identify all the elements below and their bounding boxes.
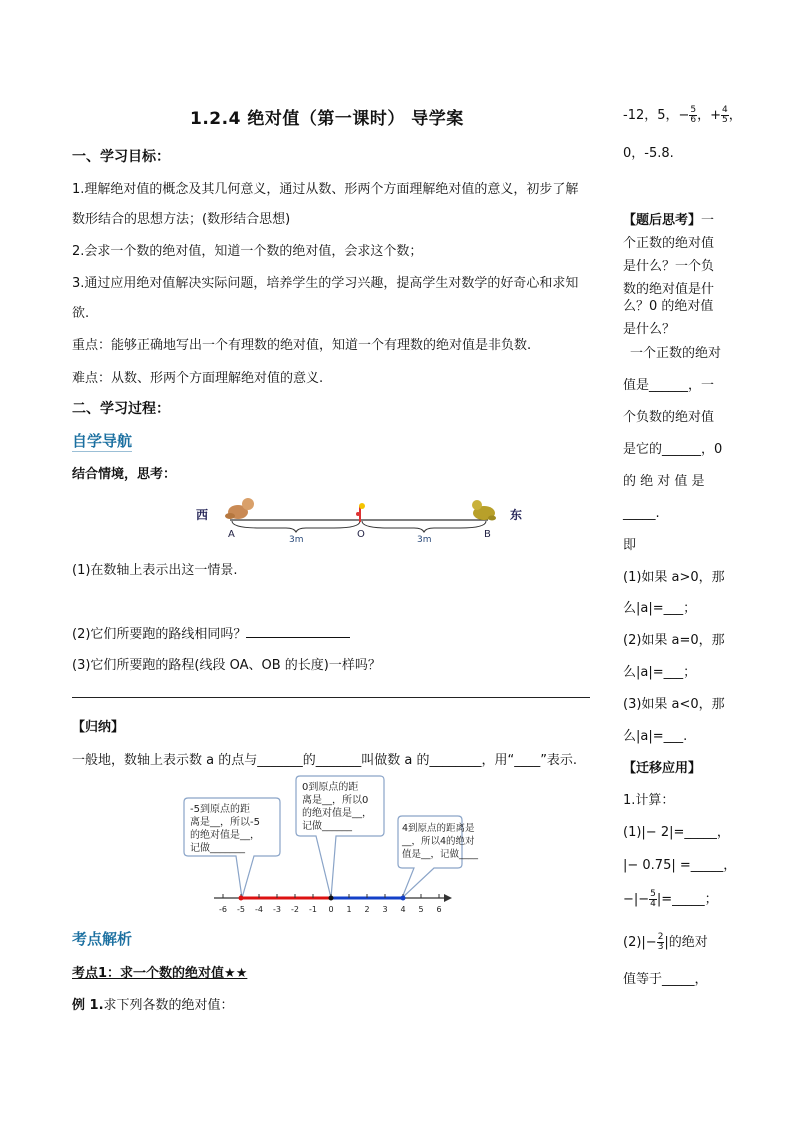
axis-tick-label: 1 [346,905,352,914]
summary-label: 【归纳】 [72,720,125,735]
point-four [401,896,406,901]
brace-right [362,521,486,532]
scenario-label: 结合情境，思考： [72,467,177,482]
reflect-line-0 [623,213,714,229]
bubble-middle-text: 0到原点的距 离是__，所以0 的绝对值是__， 记做______ [302,782,372,832]
question-1: (1)在数轴上表示出这一情景. [72,563,238,578]
numbers-line-2: 0，-5.8. [623,146,674,161]
fill-line-2: 个负数的绝对值 [623,410,715,425]
answer-line[interactable] [72,697,590,698]
distance-left-label: 3m [289,535,304,545]
calc-2: |− 0.75| =_____， [623,858,737,873]
axis-tick-label: 5 [418,905,424,914]
calc-1: (1)|− 2|=_____， [623,825,730,840]
goal-3-line-1: 3.通过应用绝对值解决实际问题，培养学生的学习兴趣，提高学生对数学的好奇心和求知 [72,276,579,291]
fraction-numerator: 5 [650,889,656,899]
numbers-prefix: -12，5，− [623,108,690,123]
fraction-denominator: 6 [690,115,697,125]
east-label: 东 [510,508,523,522]
axis-tick-label: 6 [436,905,442,914]
distance-right-label: 3m [417,535,432,545]
point-b-label: B [484,529,491,540]
axis-tick-label: -1 [309,905,317,914]
axis-tick-label: -2 [291,905,299,914]
calc-4-prefix: (2)|− [623,935,657,950]
fill-line-5: _____. [623,506,660,521]
fill-line-0: 一个正数的绝对 [630,346,722,361]
fraction-denominator: 5 [722,115,728,125]
race-scenario-figure [190,490,530,546]
dog-figure-icon [225,498,254,519]
bubble-left-text: -5到原点的距 离是__，所以-5 的绝对值是__， 记做_______ [190,804,260,854]
fraction-five-sixths [689,106,697,125]
axis-tick-label: 4 [400,905,406,914]
reflect-line-2: 是什么？一个负 [623,259,715,274]
goal-2: 2.会求一个数的绝对值，知道一个数的绝对值，会求这个数； [72,244,423,259]
origin-flag-icon [356,503,365,522]
reflect-line-5: 是什么？ [623,322,676,337]
summary-text: 一般地，数轴上表示数 a 的点与_______的_______叫做数 a 的________，用“____”表示. [72,753,578,768]
calc-3-prefix: −|− [623,892,650,907]
question-3: (3)它们所要跑的路程(线段 OA、OB 的长度)一样吗？ [72,658,381,673]
fraction-numerator: 2 [657,932,664,942]
bubble-right-text: 4到原点的距离是 __，所以4的绝对 值是__，记做____ [402,823,479,860]
point-1-heading: 考点1：求一个数的绝对值★★ [72,966,248,981]
transfer-label: 【迁移应用】 [623,761,702,776]
point-o-label: O [357,529,365,540]
axis-arrow [444,894,452,902]
condition-3: (3)如果 a<0，那 [623,697,725,712]
question-2-text: (2)它们所要跑的路线相同吗？ [72,627,247,642]
axis-tick-label: -4 [255,905,263,914]
fraction-five-fourths [649,890,657,909]
goal-1-line-2: 数形结合的思想方法；(数形结合思想) [72,212,291,227]
fraction-four-fifths [721,106,729,125]
axis-tick-label: -6 [219,905,227,914]
west-label: 西 [196,508,209,522]
calc-4-line-2: 值等于_____， [623,972,708,987]
calc-3 [623,890,718,909]
axis-tick-label: -3 [273,905,281,914]
reflect-first-word: 一 [701,213,715,228]
difficult-point: 难点：从数、形两个方面理解绝对值的意义. [72,371,324,386]
key-point: 重点：能够正确地写出一个有理数的绝对值，知道一个有理数的绝对值是非负数. [72,338,532,353]
turtle-figure-icon [472,500,496,521]
fill-line-1: 值是______，一 [623,378,715,393]
example-1 [72,994,234,1013]
reflect-line-4: 么？0 的绝对值 [623,299,714,314]
brace-left [232,521,360,532]
condition-1: (1)如果 a>0，那 [623,570,725,585]
goal-3-line-2: 欲. [72,306,90,321]
question-2-blank[interactable] [246,637,350,638]
reflect-line-3: 数的绝对值是什 [623,282,715,297]
calc-3-suffix: |=_____； [656,892,718,907]
point-a-label: A [228,529,235,540]
reflect-line-1: 个正数的绝对值 [623,236,715,251]
calc-4 [623,933,708,952]
goal-1-line-1: 1.理解绝对值的概念及其几何意义，通过从数、形两个方面理解绝对值的意义，初步了解 [72,182,579,197]
numbers-mid: ，+ [697,108,722,123]
calc-4-suffix: |的绝对 [664,935,708,950]
example-text: 求下列各数的绝对值： [103,998,234,1013]
fill-line-3: 是它的______，0 [623,442,723,457]
point-minus-five [239,896,244,901]
condition-1-answer: 么|a|=___； [623,601,697,616]
section-heading-goals: 一、学习目标： [72,149,170,165]
axis-tick-label: 3 [382,905,388,914]
ji-label: 即 [623,538,637,553]
fill-line-4: 的 绝 对 值 是 [623,474,705,489]
fraction-denominator: 3 [657,942,664,952]
condition-2-answer: 么|a|=___； [623,665,697,680]
axis-tick-label: -5 [237,905,245,914]
condition-3-answer: 么|a|=___. [623,729,688,744]
fraction-numerator: 4 [722,105,728,115]
reflect-label: 【题后思考】 [623,213,702,228]
page-title: 1.2.4 绝对值（第一课时） 导学案 [190,109,464,129]
point-origin [329,896,334,901]
fraction-numerator: 5 [690,105,697,115]
section-heading-process: 二、学习过程： [72,401,170,417]
numbers-line-1 [623,106,742,125]
calc-label: 1.计算： [623,793,675,808]
numbers-suffix: ， [728,108,742,123]
self-study-heading: 自学导航 [72,432,133,450]
axis-tick-label: 0 [328,905,334,914]
condition-2: (2)如果 a=0，那 [623,633,725,648]
fraction-denominator: 4 [650,899,656,909]
axis-tick-label: 2 [364,905,370,914]
analysis-heading: 考点解析 [72,930,133,948]
example-label: 例 1. [72,998,104,1013]
question-2 [72,623,350,642]
